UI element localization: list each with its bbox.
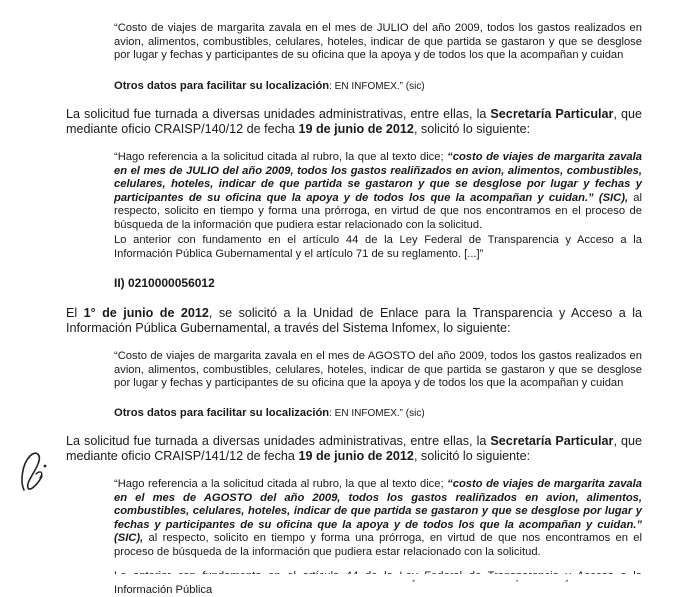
turnada-paragraph-1: La solicitud fue turnada a diversas unidades administrativas, entre ellas, la Secretaría Particular, que mediante oficio CRAISP/140/12 de fecha 19 de junio de 2012, solicitó lo siguiente: xyxy=(66,107,642,137)
otros-datos-line-1: Otros datos para facilitar su localización: EN INFOMEX.” (sic) xyxy=(114,80,425,92)
response-quote-agosto: “Hago referencia a la solicitud citada al rubro, la que al texto dice; “costo de viajes de margarita zavala en el mes de AGOSTO del año 2009, todos los gastos realiñzados en avion, alimentos, combustibles, celulares, hoteles, indicar de que partida se gastaron y que se desglose por lugar y fechas y participantes de su oficina que la apoya y de todos los que la acompañan y cuidan.” (SIC), al respecto, solicito en tiempo y forma una prórroga, en virtud de que nos encontramos en el proceso de búsqueda de la información que pudiera estar relacionado con la solicitud. xyxy=(114,478,642,558)
fundamento-paragraph-2-cut: Información Pública xyxy=(114,583,213,596)
otros-datos-line-2: Otros datos para facilitar su localización: EN INFOMEX.” (sic) xyxy=(114,407,425,419)
solicitud-paragraph-2: El 1° de junio de 2012, se solicitó a la Unidad de Enlace para la Transparencia y Acceso a la Información Pública Gubernamental, a través del Sistema Infomex, lo siguiente: xyxy=(66,306,643,336)
fundamento-paragraph-1: Lo anterior con fundamento en el artículo 44 de la Ley Federal de Transparencia y Acceso a la Información Pública Gubernamental y el artículo 71 de su reglamento. [...]” xyxy=(114,234,642,260)
turnada-paragraph-2: La solicitud fue turnada a diversas unidades administrativas, entre ellas, la Secretaría Particular, que mediante oficio CRAISP/141/12 de fecha 19 de junio de 2012, solicitó lo siguiente: xyxy=(66,434,642,464)
request-quote-agosto: “Costo de viajes de margarita zavala en el mes de AGOSTO del año 2009, todos los gastos realizados en avion, alimentos, combustibles, celulares, hoteles, indicar de que partida se gastaron y que se desglose por lugar y fechas y participantes de su oficina que la apoya y de todos los que la acompañan y cuidan xyxy=(114,350,642,390)
section-heading-ii: II) 0210000056012 xyxy=(114,276,215,290)
response-quote-julio: “Hago referencia a la solicitud citada al rubro, la que al texto dice; “costo de viajes de margarita zavala en el mes de JULIO del año 2009, todos los gastos realiñzados en avion, alimentos, combustibles, celulares, hoteles, indicar de que partida se gastaron y que se desglose por lugar y fechas y participantes de su oficina que la apoya y de todos los que la acompañan y cuidan.” (SIC), al respecto, solicito en tiempo y forma una prórroga, en virtud de que nos encontramos en el proceso de búsqueda de la información que pudiera estar relacionado con la solicitud. xyxy=(114,151,642,231)
request-quote-julio: “Costo de viajes de margarita zavala en el mes de JULIO del año 2009, todos los gastos realizados en avion, alimentos, combustibles, celulares, hoteles, indicar de que partida se gastaron y que se desglose por lugar y fechas y participantes de su oficina que la apoya y de todos los que la acompañan y cuidan xyxy=(114,22,642,62)
page-bottom-edge xyxy=(0,574,687,580)
handwritten-initials-icon xyxy=(16,444,50,494)
